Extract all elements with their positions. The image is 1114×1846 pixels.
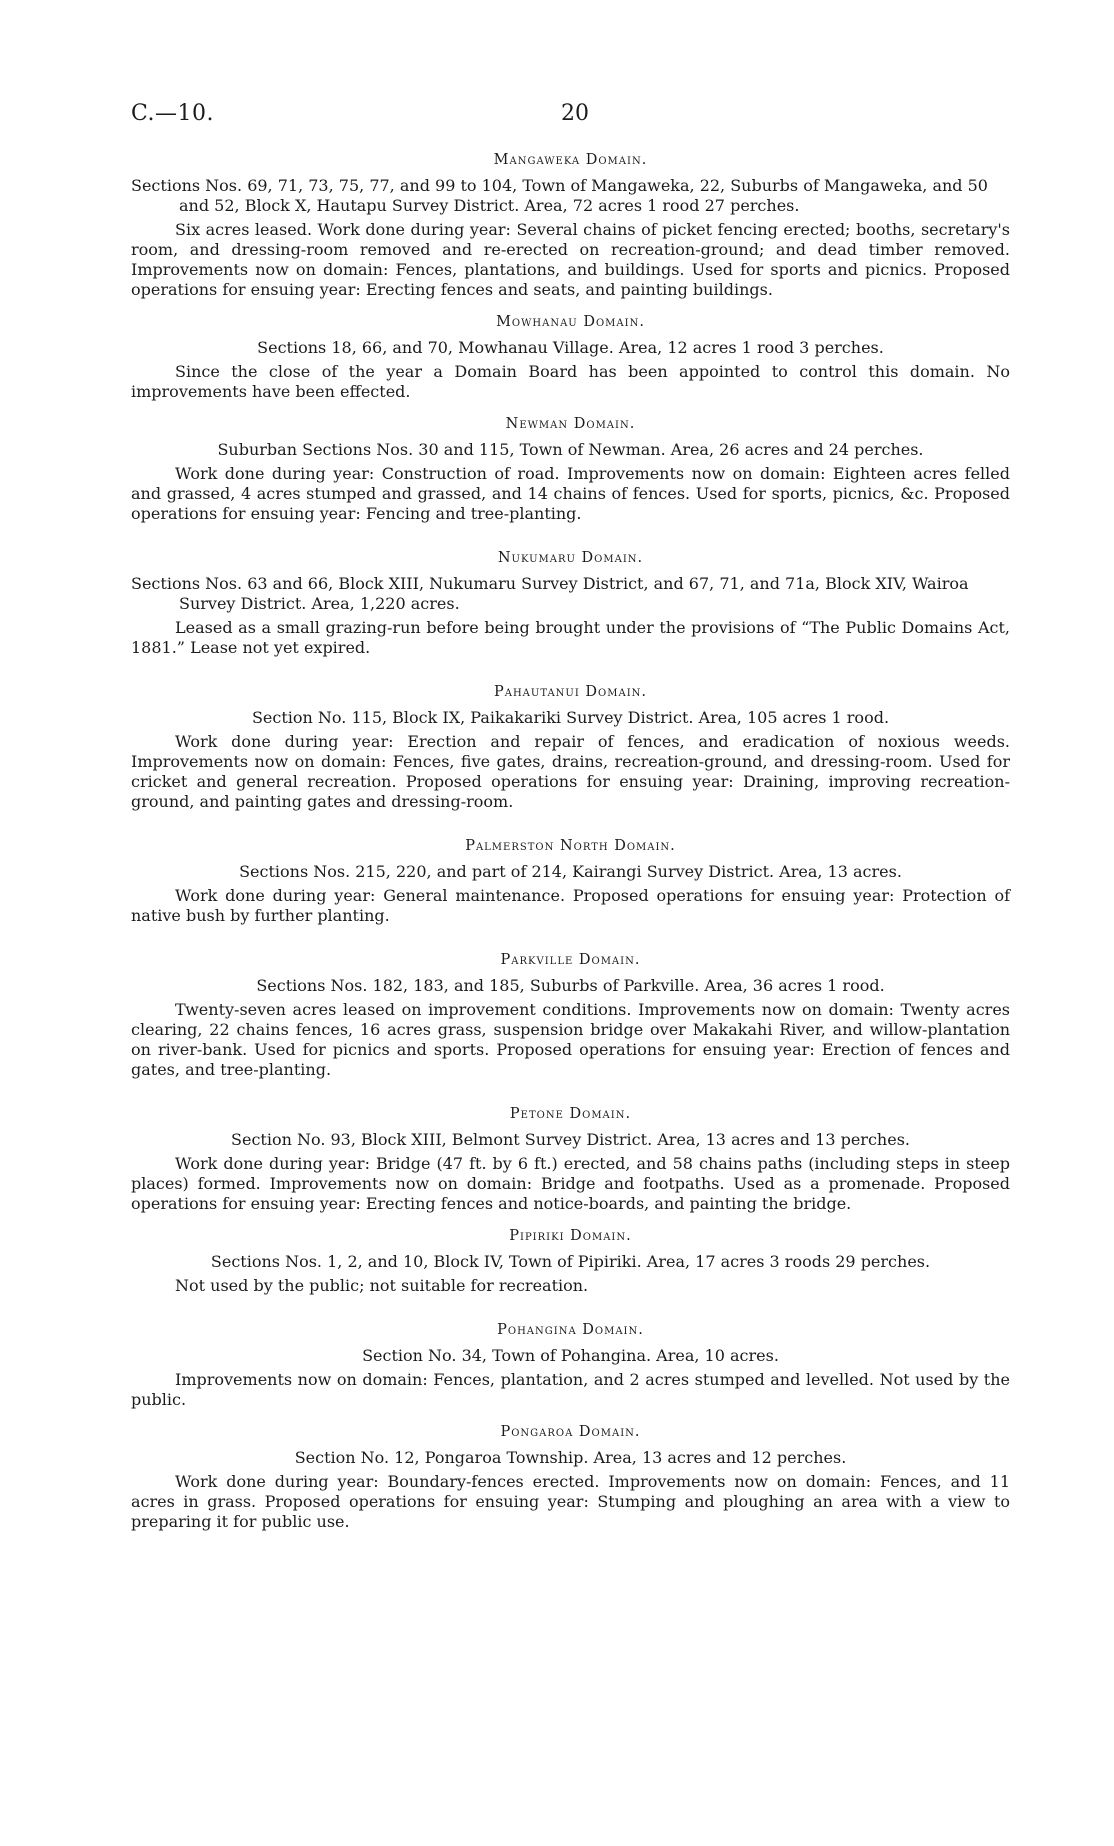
domain-report: Six acres leased. Work done during year: Several chains of picket fencing erected; booths, secretary's room, and dressing-room removed and re-erected on recreation-ground; and dead timber removed. Improvements now on domain: Fences, plantations, and buildings. Used for sports and picnics. Proposed operations for ensuing year: Erecting fences and seats, and painting buildings. xyxy=(131,220,1010,299)
page-number: 20 xyxy=(561,101,589,126)
domain-section-nukumaru xyxy=(131,548,1010,658)
domain-sections-area: Section No. 12, Pongaroa Township. Area, 13 acres and 12 perches. xyxy=(294,1448,847,1467)
domain-title: Mangaweka Domain. xyxy=(493,152,648,168)
domain-sections-area: Section No. 93, Block XIII, Belmont Survey District. Area, 13 acres and 13 perches. xyxy=(231,1130,910,1149)
domain-report: Leased as a small grazing-run before being brought under the provisions of “The Public Domains Act, 1881.” Lease not yet expired. xyxy=(131,618,1010,657)
domain-title: Parkville Domain. xyxy=(500,952,641,968)
domain-sections-area: Sections 18, 66, and 70, Mowhanau Village. Area, 12 acres 1 rood 3 perches. xyxy=(257,338,884,357)
domain-sections-area: Sections Nos. 215, 220, and part of 214, Kairangi Survey District. Area, 13 acres. xyxy=(239,862,902,881)
domain-title: Mowhanau Domain. xyxy=(496,314,645,330)
domain-title: Pahautanui Domain. xyxy=(493,684,648,700)
domain-title: Pongaroa Domain. xyxy=(500,1424,641,1440)
domain-sections-area: Sections Nos. 182, 183, and 185, Suburbs of Parkville. Area, 36 acres 1 rood. xyxy=(256,976,885,995)
parliamentary-paper-reference: C.—10. xyxy=(131,101,215,126)
domain-sections-area: Section No. 34, Town of Pohangina. Area, 10 acres. xyxy=(362,1346,779,1365)
domain-report: Work done during year: Construction of road. Improvements now on domain: Eighteen acres felled and grassed, 4 acres stumped and grassed, and 14 chains of fences. Used for sports, picnics, &c. Proposed operations for ensuing year: Fencing and tree-planting. xyxy=(131,464,1010,523)
domain-section-pongaroa xyxy=(131,1422,1010,1532)
domain-title: Pipiriki Domain. xyxy=(509,1228,632,1244)
domain-section-petone xyxy=(131,1104,1010,1214)
domain-section-pipiriki xyxy=(131,1226,1010,1296)
domain-title: Palmerston North Domain. xyxy=(465,838,676,854)
domain-report: Twenty-seven acres leased on improvement conditions. Improvements now on domain: Twenty acres clearing, 22 chains fences, 16 acres grass, suspension bridge over Makakahi River, and willow-plantation on river-bank. Used for picnics and sports. Proposed operations for ensuing year: Erection of fences and gates, and tree-planting. xyxy=(131,1000,1010,1079)
domain-report: Work done during year: Bridge (47 ft. by 6 ft.) erected, and 58 chains paths (including steps in steep places) formed. Improvements now on domain: Bridge and footpaths. Used as a promenade. Proposed operations for ensuing year: Erecting fences and notice-boards, and painting the bridge. xyxy=(131,1154,1010,1213)
domain-sections-area: Sections Nos. 63 and 66, Block XIII, Nukumaru Survey District, and 67, 71, and 71a, Block XIV, Wairoa Survey District. Area, 1,220 acres. xyxy=(131,574,969,613)
domain-section-mowhanau xyxy=(131,312,1010,402)
domain-report: Since the close of the year a Domain Board has been appointed to control this domain. No improvements have been effected. xyxy=(131,362,1010,401)
page-header xyxy=(131,101,1010,134)
domain-section-pahautanui xyxy=(131,682,1010,812)
domain-title: Petone Domain. xyxy=(509,1106,632,1122)
domain-report: Work done during year: General maintenance. Proposed operations for ensuing year: Protection of native bush by further planting. xyxy=(131,886,1010,925)
domain-sections-area: Suburban Sections Nos. 30 and 115, Town of Newman. Area, 26 acres and 24 perches. xyxy=(217,440,924,459)
domain-report: Work done during year: Boundary-fences erected. Improvements now on domain: Fences, and 11 acres in grass. Proposed operations for ensuing year: Stumping and ploughing an area with a view to preparing it for public use. xyxy=(131,1472,1010,1531)
domain-title: Pohangina Domain. xyxy=(497,1322,644,1338)
domain-section-palmerston-north xyxy=(131,836,1010,926)
domain-section-mangaweka xyxy=(131,150,1010,300)
domain-report: Improvements now on domain: Fences, plantation, and 2 acres stumped and levelled. Not used by the public. xyxy=(131,1370,1010,1409)
domain-title: Newman Domain. xyxy=(505,416,636,432)
domain-section-newman xyxy=(131,414,1010,524)
domain-title: Nukumaru Domain. xyxy=(497,550,644,566)
domain-sections-area: Section No. 115, Block IX, Paikakariki Survey District. Area, 105 acres 1 rood. xyxy=(251,708,890,727)
domain-report: Work done during year: Erection and repair of fences, and eradication of noxious weeds. Improvements now on domain: Fences, five gates, drains, recreation-ground, and dressing-room. Used for cricket and general recreation. Proposed operations for ensuing year: Draining, improving recreation-ground, and painting gates and dressing-room. xyxy=(131,732,1010,811)
domain-section-pohangina xyxy=(131,1320,1010,1410)
domain-section-parkville xyxy=(131,950,1010,1080)
domain-sections-area: Sections Nos. 1, 2, and 10, Block IV, Town of Pipiriki. Area, 17 acres 3 roods 29 perches. xyxy=(210,1252,931,1271)
domain-report: Not used by the public; not suitable for recreation. xyxy=(175,1276,589,1295)
domain-sections-area: Sections Nos. 69, 71, 73, 75, 77, and 99 to 104, Town of Mangaweka, 22, Suburbs of Mangaweka, and 50 and 52, Block X, Hautapu Survey District. Area, 72 acres 1 rood 27 perches. xyxy=(131,176,988,215)
